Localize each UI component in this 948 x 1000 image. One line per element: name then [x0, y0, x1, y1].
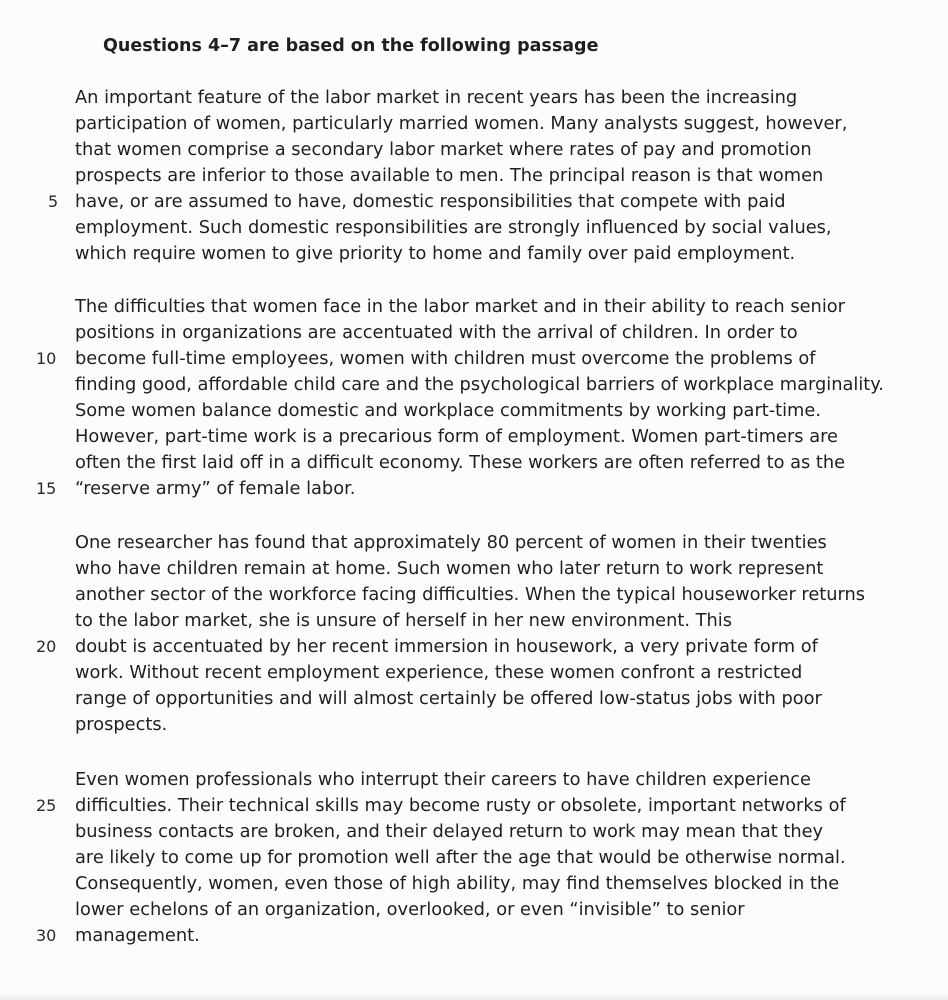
line-number: 10 — [36, 349, 57, 368]
passage-line: Consequently, women, even those of high ability, may find themselves blocked in the — [75, 873, 840, 894]
passage-line: doubt is accentuated by her recent immersion in housework, a very private form of — [75, 636, 818, 657]
passage-line: lower echelons of an organization, overlooked, or even “invisible” to senior — [75, 899, 745, 920]
passage-line: work. Without recent employment experience, these women confront a restricted — [75, 662, 803, 683]
passage-line: finding good, affordable child care and the psychological barriers of workplace marginality. — [75, 374, 884, 395]
passage-line: to the labor market, she is unsure of herself in her new environment. This — [75, 610, 732, 631]
line-number: 20 — [36, 637, 57, 656]
passage-heading: Questions 4–7 are based on the following passage — [103, 36, 599, 56]
passage-line: Even women professionals who interrupt their careers to have children experience — [75, 769, 811, 790]
passage-line: employment. Such domestic responsibilities are strongly influenced by social values, — [75, 217, 832, 238]
passage-line: positions in organizations are accentuated with the arrival of children. In order to — [75, 322, 798, 343]
passage-line: participation of women, particularly married women. Many analysts suggest, however, — [75, 113, 848, 134]
passage-line: who have children remain at home. Such women who later return to work represent — [75, 558, 824, 579]
passage-line: management. — [75, 925, 200, 946]
passage-line: often the first laid off in a difficult economy. These workers are often referred to as the — [75, 452, 846, 473]
passage-line: that women comprise a secondary labor market where rates of pay and promotion — [75, 139, 812, 160]
passage-line: range of opportunities and will almost certainly be offered low-status jobs with poor — [75, 688, 822, 709]
passage-line: prospects. — [75, 714, 168, 735]
passage-line: another sector of the workforce facing difficulties. When the typical houseworker returns — [75, 584, 866, 605]
line-number: 25 — [36, 796, 57, 815]
passage-line: are likely to come up for promotion well after the age that would be otherwise normal. — [75, 847, 846, 868]
passage-line: An important feature of the labor market in recent years has been the increasing — [75, 87, 798, 108]
passage-line: Some women balance domestic and workplace commitments by working part-time. — [75, 400, 821, 421]
line-number: 15 — [36, 479, 57, 498]
passage-line: The difficulties that women face in the labor market and in their ability to reach senior — [75, 296, 845, 317]
line-number: 30 — [36, 926, 57, 945]
passage-line: “reserve army” of female labor. — [75, 478, 356, 499]
passage-line: have, or are assumed to have, domestic responsibilities that compete with paid — [75, 191, 786, 212]
line-number: 5 — [48, 192, 59, 211]
scan-edge-shadow — [0, 992, 948, 1000]
passage-line: However, part-time work is a precarious form of employment. Women part-timers are — [75, 426, 838, 447]
passage-line: business contacts are broken, and their delayed return to work may mean that they — [75, 821, 824, 842]
passage-line: One researcher has found that approximately 80 percent of women in their twenties — [75, 532, 827, 553]
passage-line: prospects are inferior to those available to men. The principal reason is that women — [75, 165, 824, 186]
passage-line: difficulties. Their technical skills may become rusty or obsolete, important networks of — [75, 795, 846, 816]
passage-line: which require women to give priority to home and family over paid employment. — [75, 243, 796, 264]
passage-line: become full-time employees, women with children must overcome the problems of — [75, 348, 816, 369]
